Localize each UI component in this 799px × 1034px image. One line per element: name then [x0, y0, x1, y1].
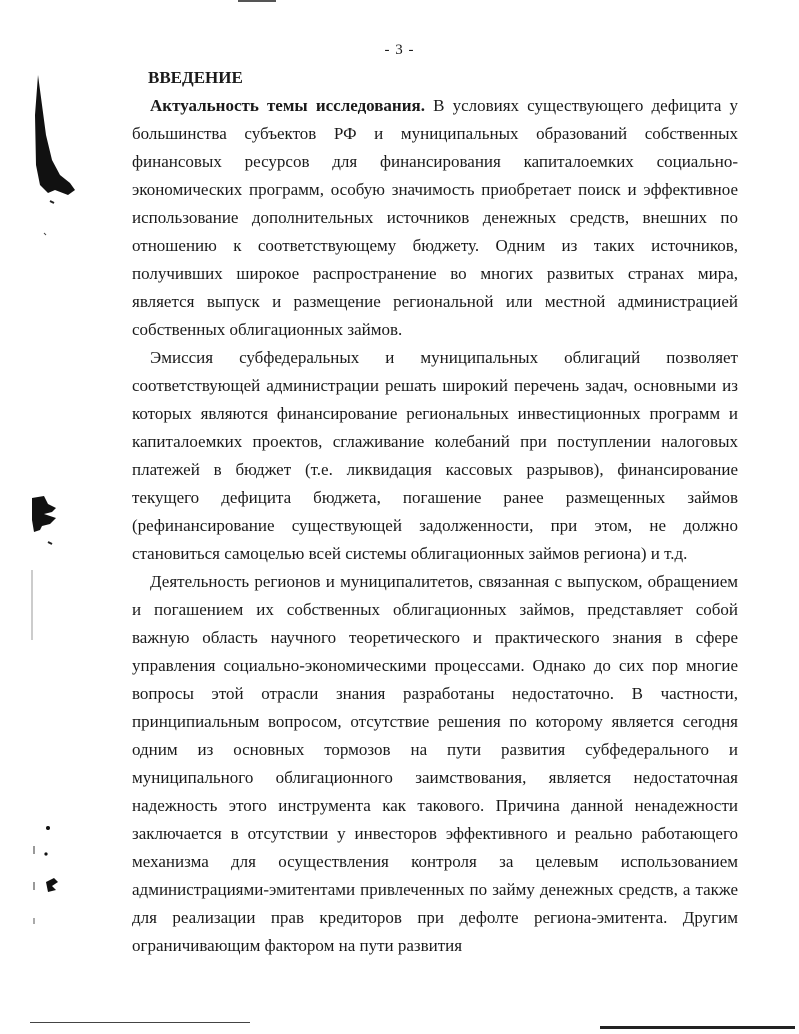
paragraph-1-lead: Актуальность темы исследования.: [150, 96, 425, 115]
paragraph-1: [132, 92, 738, 344]
scan-artifact-bottom-right: [600, 1026, 795, 1029]
scan-artifact-top: [238, 0, 276, 2]
scan-blot-top: [30, 75, 80, 245]
paragraph-2: Эмиссия субфедеральных и муниципальных облигаций позволяет соответствующей администрации решать широкий перечень задач, основными из которых являются финансирование региональных инвестиционных программ и капиталоемких проектов, сглаживание колебаний при поступлении налоговых платежей в бюджет (т.е. ликвидация кассовых разрывов), финансирование текущего дефицита бюджета, погашение ранее размещенных займов (рефинансирование существующей задолженности, при этом, не должно становиться самоцелью всей системы облигационных займов региона) и т.д.: [132, 348, 738, 563]
scan-blot-bottom: [28, 820, 68, 940]
document-body: [132, 64, 738, 960]
section-heading: ВВЕДЕНИЕ: [148, 68, 243, 87]
page-number: - 3 -: [384, 42, 415, 58]
scan-artifact-bottom-left: [30, 1022, 250, 1023]
scan-blot-middle: [30, 490, 70, 650]
paragraph-3: Деятельность регионов и муниципалитетов, связанная с выпуском, обращением и погашением их собственных облигационных займов, представляет собой важную область научного теоретического и практического знания в сфере управления социально-экономическими процессами. Однако до сих пор многие вопросы этой отрасли знания разработаны недостаточно. В частности, принципиальным вопросом, отсутствие решения по которому является сегодня одним из основных тормозов на пути развития субфедерального и муниципального облигационного заимствования, является недостаточная надежность этого инструмента как такового. Причина данной ненадежности заключается в отсутствии у инвесторов эффективного и реально работающего механизма для осуществления контроля за целевым использованием администрациями-эмитентами привлеченных по займу денежных средств, а также для реализации прав кредиторов при дефолте региона-эмитента. Другим ограничивающим фактором на пути развития: [132, 572, 738, 955]
paragraph-1-text: В условиях существующего дефицита у большинства субъектов РФ и муниципальных образований собственных финансовых ресурсов для финансирования капиталоемких социально-экономических программ, особую значимость приобретает поиск и эффективное использование дополнительных источников денежных средств, внешних по отношению к соответствующему бюджету. Одним из таких источников, получивших широкое распространение во многих развитых странах мира, является выпуск и размещение региональной или местной администрацией собственных облигационных займов.: [132, 96, 739, 339]
